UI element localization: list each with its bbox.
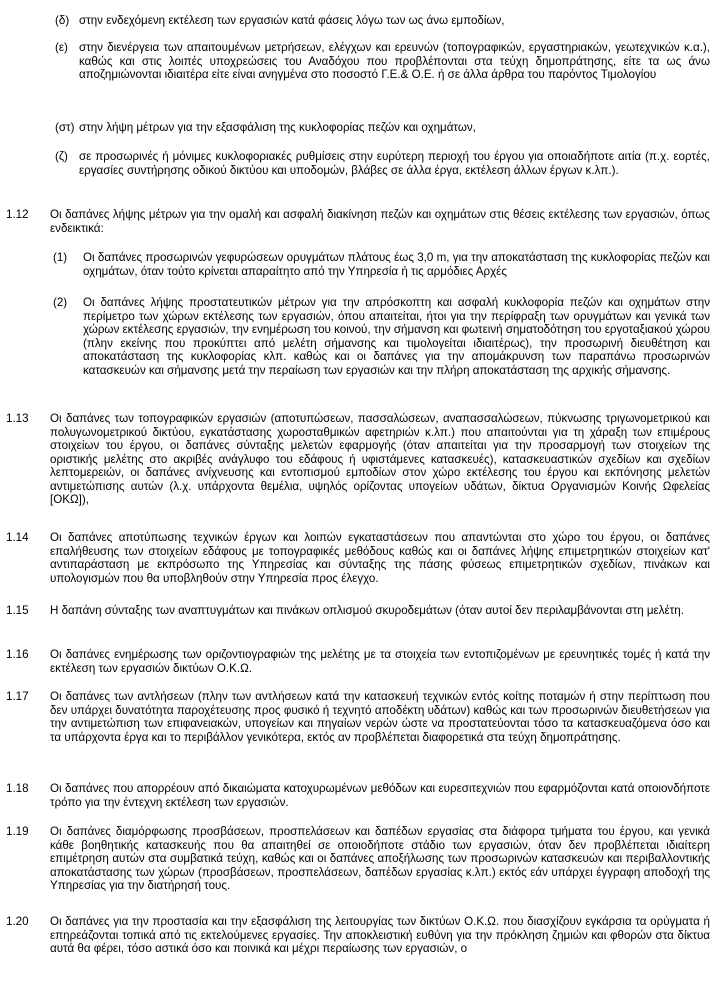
subitem-label: (2) <box>53 296 68 309</box>
section-number: 1.18 <box>6 782 29 795</box>
section-number: 1.16 <box>6 648 29 661</box>
intro-item-label: (ζ) <box>55 150 68 163</box>
intro-item-text: στην λήψη μέτρων για την εξασφάλιση της κυκλοφορίας πεζών και οχημάτων, <box>79 121 476 134</box>
section-text: Οι δαπάνες των αντλήσεων (πλην των αντλήσεων κατά την κατασκευή τεχνικών εντός κοίτης ποταμών ή στην περίπτωση που δεν υπάρχει δυνατότητα παροχέτευσης προς φυσικό ή τεχνητό αποδέκτη υδάτων) καθώς και των προσωρινών διευθετήσεων για την αντιμετώπιση των επιφανειακών, υπογείων και πηγαίων νερών ώστε να προστατεύονται τόσο τα κατασκευαζόμενα όσο και τα υπάρχοντα έργα και το περιβάλλον γενικότερα, εκτός αν προβλέπεται διαφορετικά στα τεύχη δημοπράτησης. <box>50 690 710 744</box>
section-number: 1.15 <box>6 604 29 617</box>
section-text: Οι δαπάνες που απορρέουν από δικαιώματα κατοχυρωμένων μεθόδων και ευρεσιτεχνιών που εφαρμόζονται κατά οποιονδήποτε τρόπο για την έντεχνη εκτέλεση των εργασιών. <box>50 782 710 809</box>
section-text: Οι δαπάνες διαμόρφωσης προσβάσεων, προσπελάσεων και δαπέδων εργασίας στα διάφορα τμήματα του έργου, και γενικά κάθε βοηθητικής κατασκευής που θα απαιτηθεί σε οποιοδήποτε στάδιο των εργασιών, όταν δεν προβλέπεται ιδιαίτερη επιμέτρηση αυτών στα συμβατικά τεύχη, καθώς και οι δαπάνες αποξήλωσης των προσωρινών κατασκευών και περιβαλλοντικής αποκατάστασης των χώρων (προσβάσεων, προσπελάσεων, δαπέδων εργασίας κ.λπ.) εκτός εάν υπάρχει έγγραφη αποδοχή της Υπηρεσίας για την διατήρησή τους. <box>50 825 710 892</box>
intro-item-text: στην διενέργεια των απαιτουμένων μετρήσεων, ελέγχων και ερευνών (τοπογραφικών, εργαστηριακών, γεωτεχνικών κ.α.), καθώς και στις λοιπές υποχρεώσεις του Αναδόχου που προβλέπονται στα τεύχη δημοπράτησης, είτε τα ως άνω αποζημιώνονται ιδιαιτέρα είτε είναι ανηγμένα στο ποσοστό Γ.Ε.& Ο.Ε. ή σε άλλα άρθρα του παρόντος Τιμολογίου <box>79 41 710 81</box>
section-text: Οι δαπάνες ενημέρωσης των οριζοντιογραφιών της μελέτης με τα στοιχεία των εντοπιζομένων με ερευνητικές τομές ή κατά την εκτέλεση των εργασιών δικτύων Ο.Κ.Ω. <box>50 648 710 675</box>
section-number: 1.19 <box>6 825 29 838</box>
section-number: 1.20 <box>6 915 29 928</box>
intro-item-text: στην ενδεχόμενη εκτέλεση των εργασιών κατά φάσεις λόγω των ως άνω εμποδίων, <box>79 14 505 27</box>
subitem-text: Οι δαπάνες λήψης προστατευτικών μέτρων για την απρόσκοπτη και ασφαλή κυκλοφορία πεζών και οχημάτων στην περίμετρο των χώρων εκτέλεσης των εργασιών, όπου απαιτείται, ήτοι για την περίφραξη των ορυγμάτων και γενικά των χώρων εκτέλεσης εργασιών, την ενημέρωση του κοινού, την σήμανση και φωτεινή σηματοδότηση του εργοταξιακού χώρου (πλην εκείνης που προκύπτει από μελέτη σήμανσης και τιμολογείται ιδιαιτέρως), την προσωρινή διευθέτηση και αποκατάσταση της κυκλοφορίας κλπ. καθώς και οι δαπάνες για την απομάκρυνση των παραπάνω προσωρινών κατασκευών και σήμανσης μετά την περαίωση των εργασιών και την πλήρη αποκατάσταση της αρχικής σήμανσης. <box>83 296 710 377</box>
subitem-label: (1) <box>53 251 68 264</box>
section-text: Οι δαπάνες για την προστασία και την εξασφάλιση της λειτουργίας των δικτύων Ο.Κ.Ω. που διασχίζουν εγκάρσια τα ορύγματα ή επηρεάζονται τοπικά από τις εκτελούμενες εργασίες. Την αποκλειστική ευθύνη για την πρόκληση ζημιών και φθορών στα δίκτυα αυτά θα φέρει, τόσο αστικά όσο και ποινικά και μέχρι περαίωσης των εργασιών, ο <box>50 915 710 955</box>
section-number: 1.14 <box>6 531 29 544</box>
section-text: Οι δαπάνες των τοπογραφικών εργασιών (αποτυπώσεων, πασσαλώσεων, αναπασσαλώσεων, πύκνωσης τριγωνομετρικού και πολυγωνομετρικού δικτύου, εγκατάστασης χωροσταθμικών αφετηριών κ.λπ.) που απαιτούνται για τη χάραξη των επιμέρους στοιχείων του έργου, οι δαπάνες σύνταξης μελετών εφαρμογής (όταν απαιτείται για την προσαρμογή των στοιχείων της οριστικής μελέτης στο ακριβές ανάγλυφο του εδάφους ή υφιστάμενες κατασκευές), κατασκευαστικών σχεδίων και σχεδίων λεπτομερειών, οι δαπάνες ανίχνευσης και εντοπισμού εμποδίων στον χώρο εκτέλεσης του έργου και εκπόνησης μελετών αντιμετώπισης αυτών (λ.χ. υπάρχοντα θεμέλια, υψηλός ορίζοντας υπογείων υδάτων, δίκτυα Οργανισμών Κοινής Ωφελείας [ΟΚΩ]), <box>50 412 710 506</box>
section-text: Η δαπάνη σύνταξης των αναπτυγμάτων και πινάκων οπλισμού σκυροδεμάτων (όταν αυτοί δεν περιλαμβάνονται στη μελέτη. <box>50 604 684 617</box>
subitem-text: Οι δαπάνες προσωρινών γεφυρώσεων ορυγμάτων πλάτους έως 3,0 m, για την αποκατάσταση της κυκλοφορίας πεζών και οχημάτων, όταν τούτο κρίνεται απαραίτητο από την Υπηρεσία ή τις αρμόδιες Αρχές <box>83 251 710 278</box>
section-number: 1.12 <box>6 208 29 221</box>
section-text: Οι δαπάνες λήψης μέτρων για την ομαλή και ασφαλή διακίνηση πεζών και οχημάτων στις θέσεις εκτέλεσης των εργασιών, όπως ενδεικτικά: <box>50 208 710 235</box>
section-text: Οι δαπάνες αποτύπωσης τεχνικών έργων και λοιπών εγκαταστάσεων που απαντώνται στο χώρο του έργου, οι δαπάνες επαλήθευσης των στοιχείων εδάφους με τοπογραφικές μεθόδους καθώς και οι δαπάνες λήψης επιμετρητικών στοιχείων κατ' αντιπαράσταση με εκπρόσωπο της Υπηρεσίας και σύνταξης της πάσης φύσεως επιμετρητικών σχεδίων, πινάκων και υπολογισμών που θα υποβληθούν στην Υπηρεσία προς έλεγχο. <box>50 531 710 585</box>
intro-item-label: (στ) <box>55 121 75 134</box>
section-number: 1.17 <box>6 690 29 703</box>
section-number: 1.13 <box>6 412 29 425</box>
intro-item-text: σε προσωρινές ή μόνιμες κυκλοφοριακές ρυθμίσεις στην ευρύτερη περιοχή του έργου για οποιαδήποτε αιτία (π.χ. εορτές, εργασίες συντήρησης οδικού δικτύου και υποδομών, βλάβες σε άλλα έργα, εκτέλεση άλλων έργων κ.λπ.). <box>79 150 710 177</box>
section-1-12-subitem-2 <box>53 296 710 377</box>
intro-item-label: (ε) <box>55 41 68 54</box>
intro-item-label: (δ) <box>55 14 70 27</box>
section-1-12-subitem-1 <box>53 251 710 278</box>
